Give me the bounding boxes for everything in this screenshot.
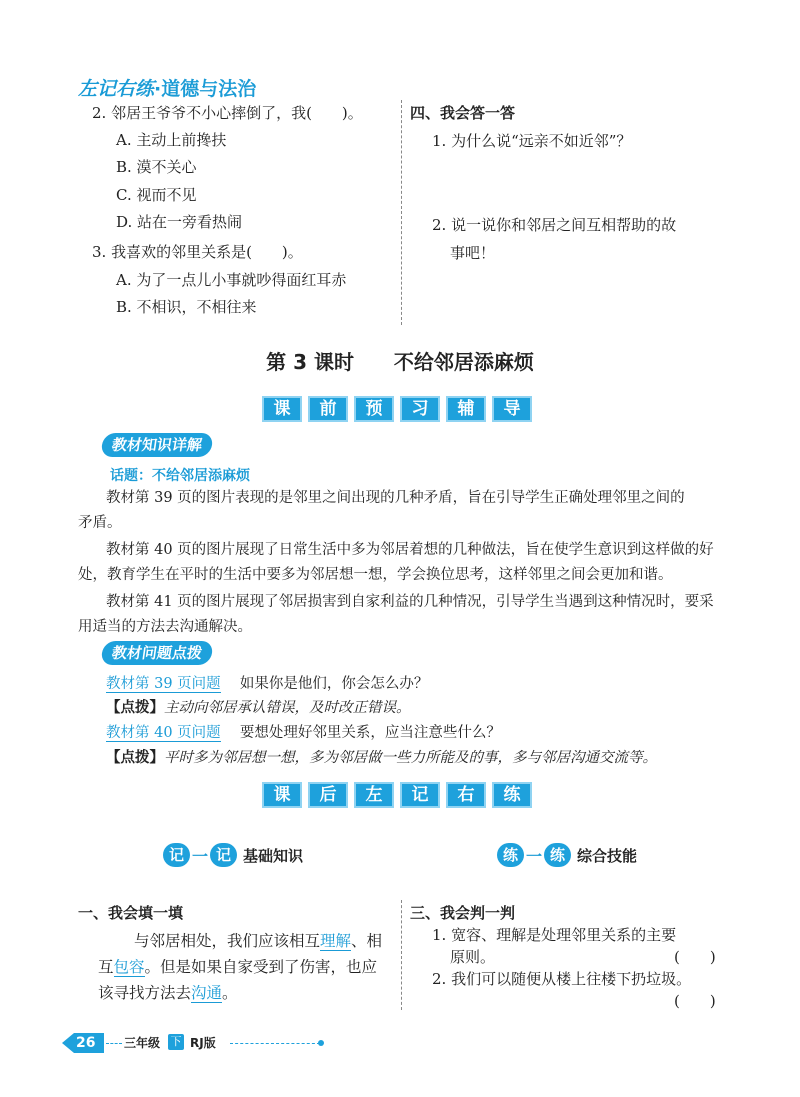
tag-char: 练 [544,843,571,867]
footer-dash-1 [106,1043,122,1044]
paragraph-1-line1: 教材第 39 页的图片表现的是邻里之间出现的几种矛盾，旨在引导学生正确处理邻里之间的 [106,490,685,506]
tag-label: 基础知识 [243,846,304,865]
section-badge-questions [102,641,212,665]
fill-line-2 [98,954,377,980]
footer-dash-2 [230,1043,320,1044]
tag-char: 记 [163,843,190,867]
footer-term: 下 [168,1034,184,1050]
footer-edition: RJ版 [190,1036,216,1050]
judge-q1-paren: ( ) [674,948,716,966]
fill-line-3 [98,980,238,1006]
tag-char: 记 [210,843,237,867]
banner-char: 前 [308,396,348,422]
fill-text: 互 [98,958,114,976]
q2-option-c: C. 视而不见 [116,186,197,204]
tip-label: 【点拨】 [106,700,164,716]
fill-text: 。 [222,984,238,1002]
paragraph-2-line1: 教材第 40 页的图片展现了日常生活中多为邻居着想的几种做法，旨在使学生意识到这样做的好 [106,542,714,558]
paragraph-3-line1: 教材第 41 页的图片展现了邻居损害到自家利益的几种情况，引导学生当遇到这种情况时，要采 [106,594,714,610]
header-dot: · [154,78,162,100]
fill-text: 与邻居相处，我们应该相互 [134,932,321,950]
answer-question-1: 1. 为什么说“远亲不如近邻”？ [432,132,632,150]
judge-q1-line1: 1. 宽容、理解是处理邻里关系的主要 [432,926,677,944]
textbook-question-2-text: 要想处理好邻里关系，应当注意些什么？ [239,725,501,741]
subject-title: 道德与法治 [161,78,257,100]
knowledge-badge: 教材知识详解 [100,433,213,457]
lesson-name: 不给邻居添麻烦 [393,350,534,374]
fill-text: 该寻找方法去 [98,984,192,1002]
section-badge-knowledge [102,433,212,457]
lesson-number: 第 3 课时 [266,350,354,374]
q3-option-a: A. 为了一点儿小事就吵得面红耳赤 [116,271,347,289]
textbook-question-1 [106,672,428,697]
q3-option-b: B. 不相识，不相往来 [116,298,257,316]
fill-section-heading: 一、我会填一填 [78,904,184,922]
tip-1-text: 主动向邻居承认错误，及时改正错误。 [164,700,411,716]
page-header [78,74,256,101]
footer-dot [318,1040,324,1046]
basic-knowledge-tag [163,843,303,867]
fill-line-1 [134,928,382,954]
tag-char: 练 [497,843,524,867]
q2-option-b: B. 漠不关心 [116,158,197,176]
tag-char: 一 [526,846,543,866]
banner-char: 预 [354,396,394,422]
series-title: 左记右练 [78,78,155,100]
comprehensive-skill-tag [497,843,637,867]
column-divider-bottom [401,900,402,1010]
tip-2-text: 平时多为邻居想一想，多为邻居做一些力所能及的事，多与邻居沟通交流等。 [164,750,657,766]
lesson-title [0,346,800,375]
fill-answer-1: 理解 [320,932,352,950]
judge-q1-line2: 原则。 [450,948,496,966]
banner-char: 导 [492,396,532,422]
paragraph-1-line2: 矛盾。 [78,515,122,531]
page-footer [62,1031,322,1055]
answer-question-2-line2: 事吧！ [450,244,496,262]
q2-option-d: D. 站在一旁看热闹 [116,213,243,231]
questions-badge: 教材问题点拨 [100,641,213,665]
q2-option-a: A. 主动上前搀扶 [116,131,227,149]
paragraph-2-line2: 处，教育学生在平时的生活中要多为邻居想一想，学会换位思考，这样邻里之间会更加和谐。 [78,567,673,583]
page-number: 26 [76,1035,96,1051]
answer-section-heading: 四、我会答一答 [410,104,516,122]
topic-label: 话题：不给邻居添麻烦 [110,468,250,484]
banner-char: 课 [262,782,302,808]
fill-answer-2: 包容 [113,958,145,976]
banner-char: 辅 [446,396,486,422]
textbook-question-1-text: 如果你是他们，你会怎么办？ [239,676,429,692]
footer-grade: 三年级 [124,1036,161,1050]
judge-section-heading: 三、我会判一判 [410,904,516,922]
tag-char: 一 [192,846,209,866]
textbook-ref-39: 教材第 39 页问题 [106,676,221,692]
tag-label: 综合技能 [577,846,638,865]
question-3: 3. 我喜欢的邻里关系是( )。 [92,243,303,261]
textbook-ref-40: 教材第 40 页问题 [106,725,221,741]
banner-char: 记 [400,782,440,808]
fill-text: 、相 [351,932,383,950]
textbook-question-2 [106,721,501,746]
banner-preview [0,396,800,422]
tip-1 [106,696,411,721]
banner-char: 习 [400,396,440,422]
banner-char: 左 [354,782,394,808]
tip-label: 【点拨】 [106,750,164,766]
question-2: 2. 邻居王爷爷不小心摔倒了，我( )。 [92,104,363,122]
banner-char: 右 [446,782,486,808]
banner-practice [0,782,800,808]
paragraph-3-line2: 用适当的方法去沟通解决。 [78,619,252,635]
judge-q2-line1: 2. 我们可以随便从楼上往楼下扔垃圾。 [432,970,692,988]
fill-text: 。但是如果自家受到了伤害，也应 [144,958,378,976]
tip-2 [106,746,657,771]
judge-q2-paren: ( ) [674,992,716,1010]
banner-char: 课 [262,396,302,422]
answer-question-2-line1: 2. 说一说你和邻居之间互相帮助的故 [432,216,677,234]
banner-char: 后 [308,782,348,808]
column-divider-top [401,100,402,325]
banner-char: 练 [492,782,532,808]
fill-answer-3: 沟通 [191,984,223,1002]
